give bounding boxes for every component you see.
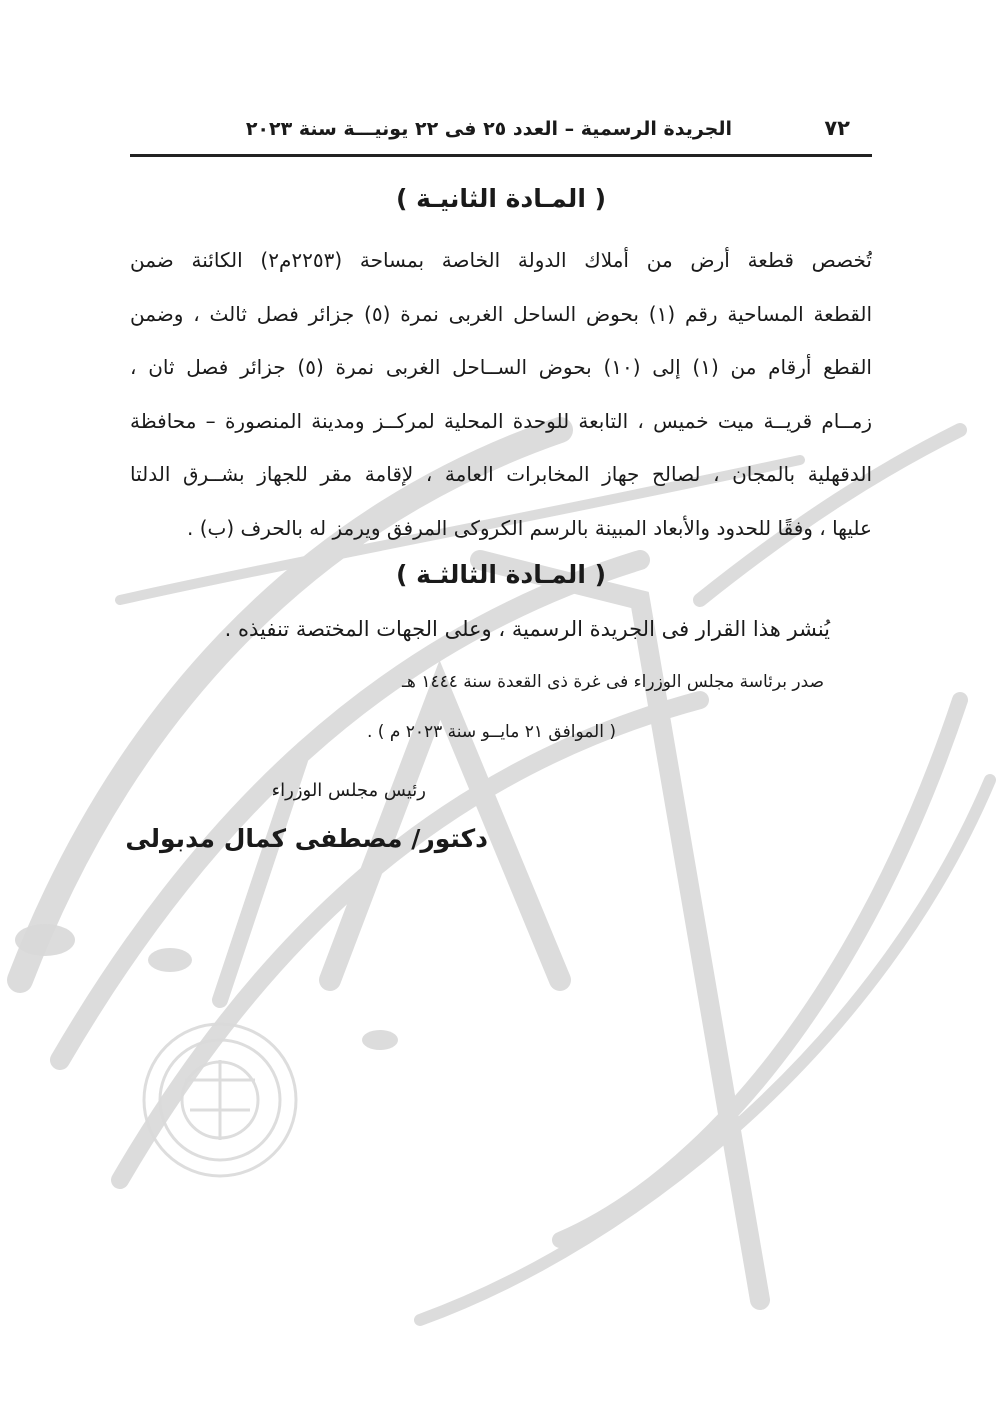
signatory-title: رئيس مجلس الوزراء (271, 780, 426, 801)
article-two-line: زمــام قريــة ميت خميس ، التابعة للوحدة المحلية لمركــز ومدينة المنصورة – محافظة (130, 408, 872, 433)
article-three-heading: ( المـادة الثالثـة ) (395, 560, 607, 589)
article-two-line: القطعة المساحية رقم (١) بحوض الساحل الغربى نمرة (٥) جزائر فصل ثالث ، وضمن (130, 301, 872, 326)
page-number: ٧٢ (824, 116, 850, 140)
signatory-name: دكتور/ مصطفى كمال مدبولى (125, 824, 488, 853)
article-three-text: يُنشر هذا القرار فى الجريدة الرسمية ، وعلى الجهات المختصة تنفيذه . (224, 617, 830, 641)
issued-date-gregorian: ( الموافق ٢١ مايــو سنة ٢٠٢٣ م ) . (366, 722, 616, 742)
article-two-line: الدقهلية بالمجان ، لصالح جهاز المخابرات العامة ، لإقامة مقر للجهاز بشــرق الدلتا (130, 462, 872, 486)
gazette-issue-title: الجريدة الرسمية – العدد ٢٥ فى ٢٢ يونيـــة سنة ٢٠٢٣ (245, 118, 732, 140)
article-two-heading: ( المـادة الثانيـة ) (395, 184, 607, 213)
article-two-line: عليها ، وفقًا للحدود والأبعاد المبينة بالرسم الكروكى المرفق ويرمز له بالحرف (ب) . (187, 515, 872, 540)
article-two-line: القطع أرقام من (١) إلى (١٠) بحوض الســاحل الغربى نمرة (٥) جزائر فصل ثان ، (130, 355, 872, 379)
article-two-body (130, 240, 872, 561)
article-two-line: تُخصص قطعة أرض من أملاك الدولة الخاصة بمساحة (٢٢٥٣م٢) الكائنة ضمن (130, 248, 872, 272)
issued-date-hijri: صدر برئاسة مجلس الوزراء فى غرة ذى القعدة سنة ١٤٤٤ هـ (401, 672, 824, 692)
header-rule (130, 154, 872, 157)
page-header (130, 112, 872, 148)
